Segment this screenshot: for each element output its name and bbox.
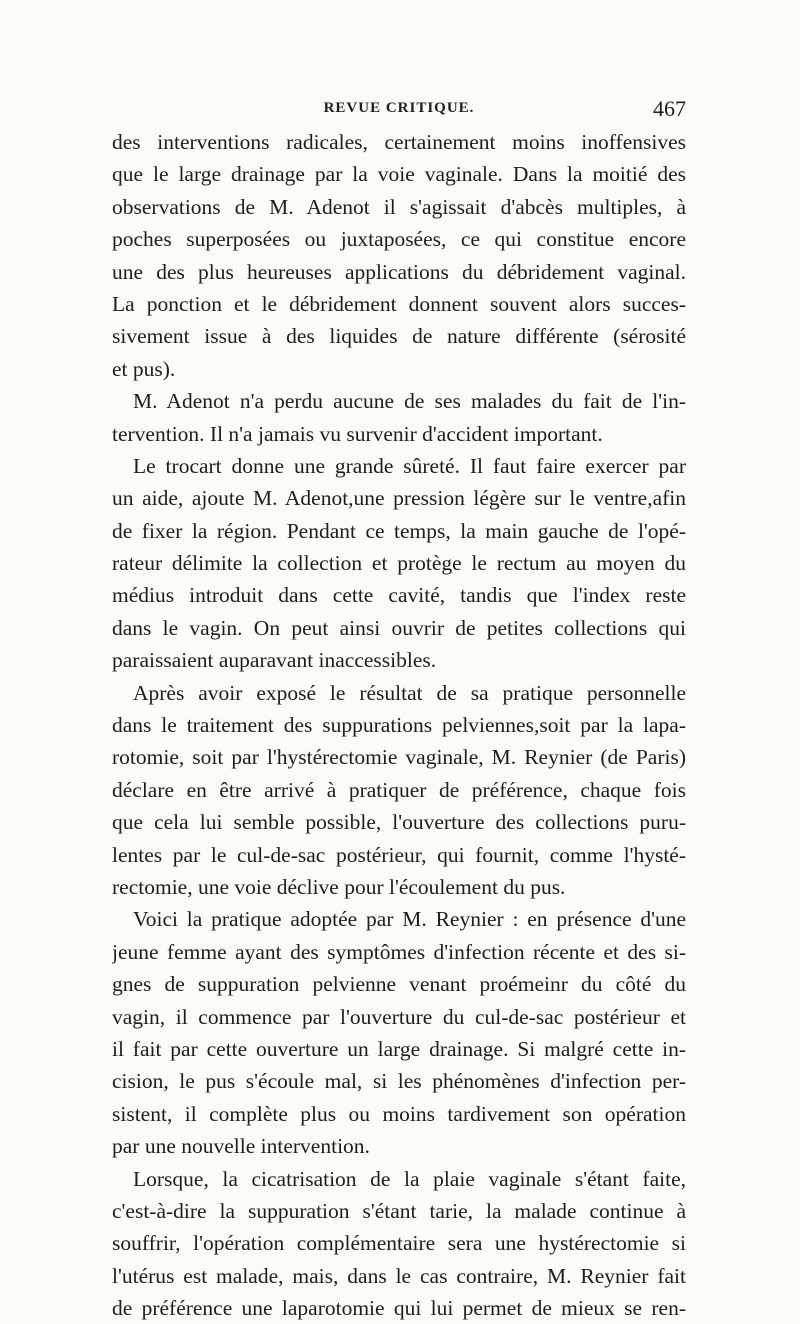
text-line: dans le vagin. On peut ainsi ouvrir de petites collections qui xyxy=(112,615,686,640)
text-line: médius introduit dans cette cavité, tandis que l'index reste xyxy=(112,583,686,608)
text-line: Lorsque, la cicatrisation de la plaie vaginale s'étant faite, xyxy=(133,1166,686,1191)
text-line: des interventions radicales, certainement moins inoffensives xyxy=(112,130,686,154)
text-line: dans le traitement des suppurations pelviennes,soit par la lapa- xyxy=(112,713,686,738)
text-line: gnes de suppuration pelvienne venant proémeinr du côté du xyxy=(112,972,686,997)
body-text xyxy=(112,126,686,1324)
text-line: par une nouvelle intervention. xyxy=(112,1134,370,1159)
text-line: vagin, il commence par l'ouverture du cul-de-sac postérieur et xyxy=(112,1004,686,1029)
running-head xyxy=(112,96,686,124)
text-line: rateur délimite la collection et protège le rectum au moyen du xyxy=(112,551,686,576)
text-line: rotomie, soit par l'hystérectomie vaginale, M. Reynier (de Paris) xyxy=(112,745,686,770)
text-line: Après avoir exposé le résultat de sa pratique personnelle xyxy=(133,680,686,705)
text-line: de préférence une laparotomie qui lui permet de mieux se ren- xyxy=(112,1296,686,1321)
text-line: cision, le pus s'écoule mal, si les phénomènes d'infection per- xyxy=(112,1069,686,1094)
text-line: l'utérus est malade, mais, dans le cas contraire, M. Reynier fait xyxy=(112,1263,686,1288)
text-line: que le large drainage par la voie vaginale. Dans la moitié des xyxy=(112,162,686,187)
text-line: observations de M. Adenot il s'agissait d'abcès multiples, à xyxy=(112,194,686,219)
page-number: 467 xyxy=(653,96,686,121)
text-line: souffrir, l'opération complémentaire sera une hystérectomie si xyxy=(112,1231,686,1256)
text-line: de fixer la région. Pendant ce temps, la main gauche de l'opé- xyxy=(112,518,686,543)
text-line: jeune femme ayant des symptômes d'infection récente et des si- xyxy=(112,939,686,964)
text-line: que cela lui semble possible, l'ouverture des collections puru- xyxy=(112,810,686,835)
text-line: déclare en être arrivé à pratiquer de préférence, chaque fois xyxy=(112,777,686,802)
text-line: il fait par cette ouverture un large drainage. Si malgré cette in- xyxy=(112,1036,686,1061)
text-line: et pus). xyxy=(112,356,176,381)
text-line: sivement issue à des liquides de nature différente (sérosité xyxy=(112,324,686,349)
running-title: REVUE CRITIQUE. xyxy=(323,100,475,116)
text-line: Le trocart donne une grande sûreté. Il faut faire exercer par xyxy=(133,453,686,478)
text-line: tervention. Il n'a jamais vu survenir d'accident important. xyxy=(112,421,603,446)
text-line: La ponction et le débridement donnent souvent alors succes- xyxy=(112,291,686,316)
text-line: sistent, il complète plus ou moins tardivement son opération xyxy=(112,1101,686,1126)
text-line: paraissaient auparavant inaccessibles. xyxy=(112,648,437,673)
text-line: Voici la pratique adoptée par M. Reynier : en présence d'une xyxy=(133,907,686,932)
text-line: c'est-à-dire la suppuration s'étant tarie, la malade continue à xyxy=(112,1198,686,1223)
text-line: un aide, ajoute M. Adenot,une pression légère sur le ventre,afin xyxy=(112,486,686,511)
text-line: rectomie, une voie déclive pour l'écoulement du pus. xyxy=(112,874,566,899)
text-line: poches superposées ou juxtaposées, ce qui constitue encore xyxy=(112,227,686,252)
text-line: lentes par le cul-de-sac postérieur, qui fournit, comme l'hysté- xyxy=(112,842,686,867)
text-line: M. Adenot n'a perdu aucune de ses malades du fait de l'in- xyxy=(133,389,686,414)
text-line: une des plus heureuses applications du débridement vaginal. xyxy=(112,259,686,284)
